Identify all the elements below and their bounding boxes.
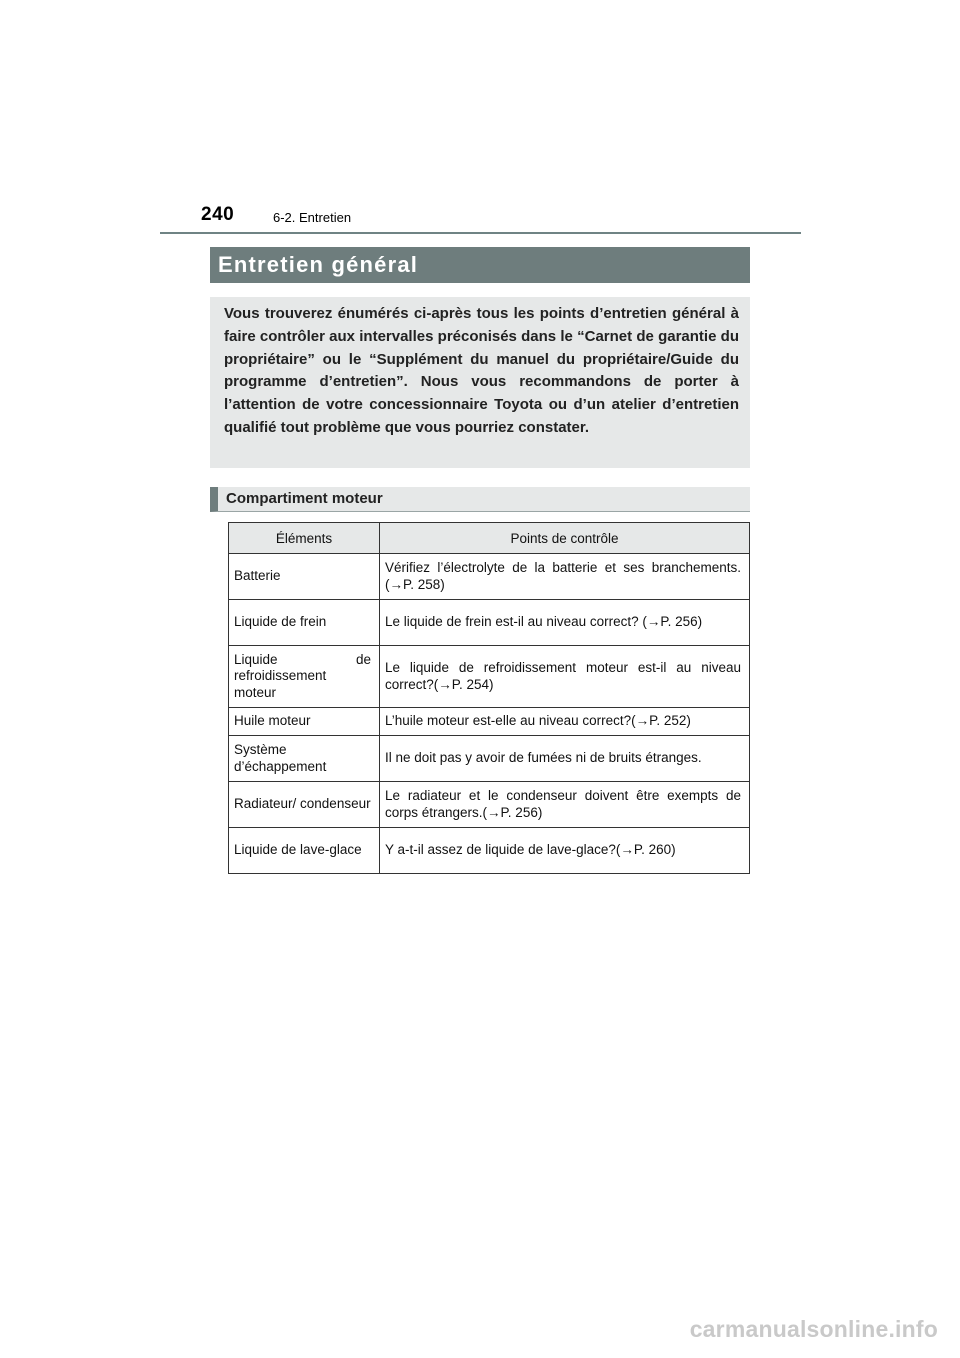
inspection-table [228, 522, 750, 874]
table-row [229, 600, 750, 646]
table-row [229, 828, 750, 874]
item-cell: Liquide de lave-glace [229, 828, 380, 874]
check-cell: Le liquide de refroidissement moteur est-il au niveau correct?(→P. 254) [380, 646, 750, 708]
check-cell: Le liquide de frein est-il au niveau correct? (→P. 256) [380, 600, 750, 646]
table-row [229, 554, 750, 600]
item-cell: Huile moteur [229, 708, 380, 736]
table-row [229, 736, 750, 782]
table-row [229, 646, 750, 708]
page-number: 240 [201, 204, 235, 225]
column-header-items: Éléments [229, 523, 380, 554]
subheading-engine-compartment: Compartiment moteur [210, 487, 750, 512]
check-cell: L’huile moteur est-elle au niveau correct?(→P. 252) [380, 708, 750, 736]
check-cell: Vérifiez l’électrolyte de la batterie et ses branchements. (→P. 258) [380, 554, 750, 600]
watermark: carmanualsonline.info [689, 1316, 938, 1342]
table-header-row [229, 523, 750, 554]
check-cell: Y a-t-il assez de liquide de lave-glace?(→P. 260) [380, 828, 750, 874]
intro-paragraph: Vous trouverez énumérés ci-après tous les points d’entretien général à faire contrôler aux intervalles préconisés dans le “Carnet de garantie du propriétaire” ou le “Supplément du manuel du propriétaire/Guide du programme d’entretien”. Nous vous recommandons de porter à l’attention de votre concessionnaire Toyota ou d’un atelier d’entretien qualifié tout problème que vous pourriez constater. [210, 297, 750, 468]
item-cell: Batterie [229, 554, 380, 600]
item-cell: Liquide de frein [229, 600, 380, 646]
check-cell: Il ne doit pas y avoir de fumées ni de bruits étranges. [380, 736, 750, 782]
table-row [229, 708, 750, 736]
item-cell: Liquide de refroidissement moteur [229, 646, 380, 708]
column-header-checkpoints: Points de contrôle [380, 523, 750, 554]
page-title: Entretien général [210, 247, 750, 283]
item-cell: Système d’échappement [229, 736, 380, 782]
item-cell: Radiateur/ condenseur [229, 782, 380, 828]
header-rule [160, 232, 801, 234]
check-cell: Le radiateur et le condenseur doivent être exempts de corps étrangers.(→P. 256) [380, 782, 750, 828]
table-row [229, 782, 750, 828]
section-reference: 6-2. Entretien [273, 210, 352, 225]
